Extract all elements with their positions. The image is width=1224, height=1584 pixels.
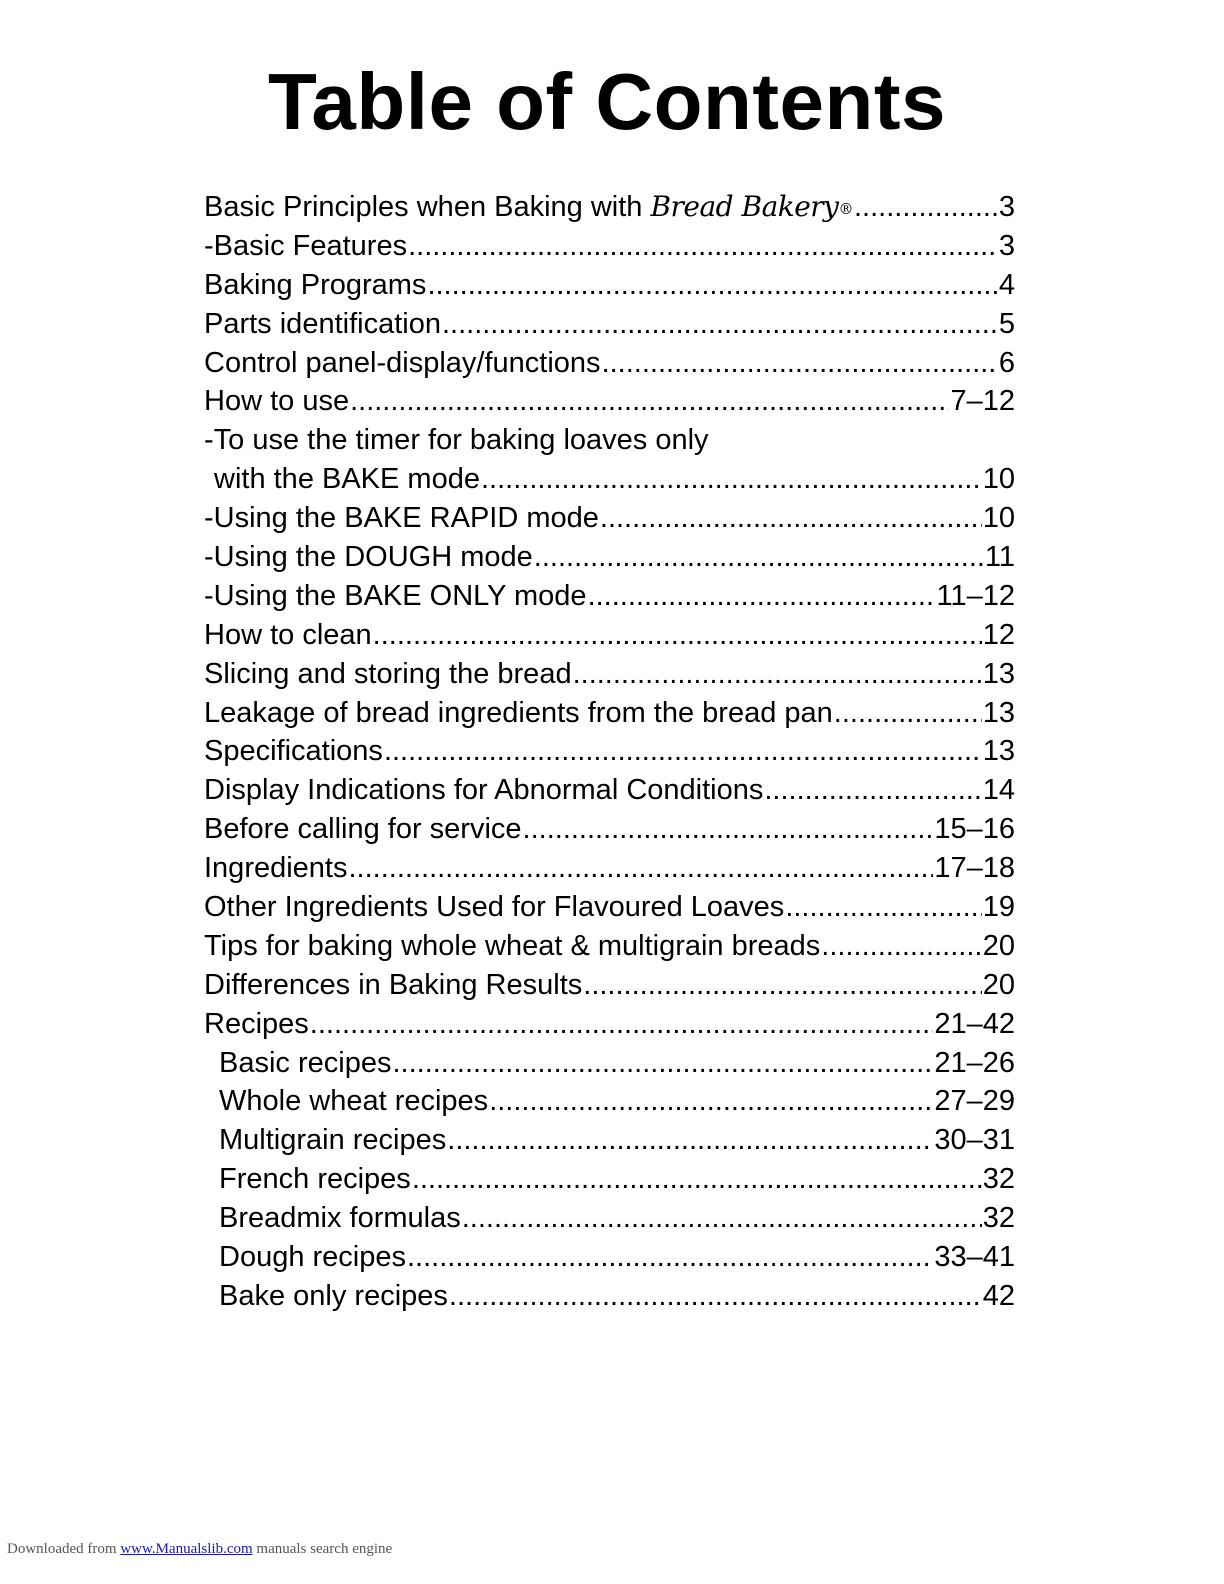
toc-entry[interactable]	[204, 694, 1015, 733]
toc-entry-basic-principles[interactable]	[204, 188, 1015, 227]
toc-entry[interactable]	[204, 655, 1015, 694]
download-footer	[7, 1541, 392, 1558]
toc-entry-label: Dough recipes	[219, 1241, 406, 1274]
toc-subentry[interactable]	[204, 1199, 1015, 1238]
dot-leader	[449, 1277, 982, 1316]
toc-page-number: 21–26	[934, 1046, 1015, 1079]
toc-page-number: 20	[982, 968, 1015, 1001]
toc-page-number: 11	[984, 541, 1015, 574]
toc-page-number: 30–31	[934, 1124, 1015, 1157]
dot-leader	[412, 1160, 982, 1199]
dot-leader	[583, 966, 981, 1005]
toc-entry[interactable]	[204, 732, 1015, 771]
toc-entry-label: Specifications	[204, 735, 383, 768]
toc-entry-label: Basic Principles when Baking with Bread Bakery®	[204, 190, 853, 223]
toc-entry[interactable]	[204, 966, 1015, 1005]
toc-entry-label: -Basic Features	[204, 229, 408, 262]
dot-leader	[427, 266, 997, 305]
table-of-contents	[204, 188, 1015, 1316]
toc-entry[interactable]	[204, 810, 1015, 849]
dot-leader	[373, 616, 982, 655]
toc-entry[interactable]	[204, 499, 1015, 538]
toc-page-number: 15–16	[934, 813, 1015, 846]
toc-entry[interactable]	[204, 616, 1015, 655]
dot-leader	[534, 538, 984, 577]
toc-entry[interactable]	[204, 577, 1015, 616]
toc-entry-label: -Using the BAKE RAPID mode	[204, 502, 599, 535]
dot-leader	[821, 927, 981, 966]
toc-entry-label: Ingredients	[204, 852, 348, 885]
toc-page-number: 17–18	[934, 852, 1015, 885]
toc-page-number: 32	[982, 1163, 1015, 1196]
toc-page-number: 21–42	[934, 1007, 1015, 1040]
footer-prefix: Downloaded from	[7, 1541, 117, 1557]
dot-leader	[310, 1005, 934, 1044]
dot-leader	[602, 344, 998, 383]
toc-entry-label: Control panel-display/functions	[204, 346, 601, 379]
toc-entry-label: Whole wheat recipes	[219, 1085, 489, 1118]
toc-page-number: 10	[982, 463, 1015, 496]
dot-leader	[392, 1044, 933, 1083]
toc-entry-label: -To use the timer for baking loaves only	[204, 424, 709, 457]
toc-entry[interactable]	[204, 849, 1015, 888]
toc-subentry[interactable]	[204, 1238, 1015, 1277]
toc-entry-label: Tips for baking whole wheat & multigrain breads	[204, 929, 821, 962]
dot-leader	[408, 227, 998, 266]
dot-leader	[573, 655, 982, 694]
toc-entry-label: Breadmix formulas	[219, 1202, 461, 1235]
dot-leader	[764, 771, 981, 810]
dot-leader	[462, 1199, 982, 1238]
toc-page-number: 11–12	[936, 579, 1015, 612]
toc-subentry[interactable]	[204, 1082, 1015, 1121]
dot-leader	[407, 1238, 933, 1277]
toc-entry-label: with the BAKE mode	[214, 463, 480, 496]
toc-page-number: 5	[998, 307, 1015, 340]
toc-entry[interactable]	[204, 1005, 1015, 1044]
toc-entry[interactable]	[204, 460, 1015, 499]
toc-page-number: 20	[982, 929, 1015, 962]
toc-page-number: 7–12	[950, 385, 1015, 418]
toc-subentry[interactable]	[204, 1121, 1015, 1160]
toc-page-number: 4	[998, 268, 1015, 301]
bread-bakery-logo: Bread Bakery®	[650, 190, 853, 223]
dot-leader	[447, 1121, 933, 1160]
dot-leader	[442, 305, 998, 344]
toc-entry-label: Bake only recipes	[219, 1279, 448, 1312]
toc-page-number: 6	[998, 346, 1015, 379]
toc-entry-label: Other Ingredients Used for Flavoured Loaves	[204, 891, 785, 924]
page-title: Table of Contents	[267, 57, 947, 146]
toc-entry-label: Basic recipes	[219, 1046, 392, 1079]
dot-leader	[523, 810, 934, 849]
toc-page-number: 3	[998, 229, 1015, 262]
toc-page-number: 10	[982, 502, 1015, 535]
dot-leader	[349, 849, 934, 888]
toc-entry[interactable]	[204, 382, 1015, 421]
toc-entry-label: How to clean	[204, 618, 372, 651]
toc-entry-label: Parts identification	[204, 307, 441, 340]
dot-leader	[384, 732, 982, 771]
toc-subentry[interactable]	[204, 1277, 1015, 1316]
toc-page-number: 13	[982, 657, 1015, 690]
toc-entry-label: Leakage of bread ingredients from the bread pan	[204, 696, 833, 729]
toc-page-number: 14	[982, 774, 1015, 807]
toc-page-number: 19	[982, 891, 1015, 924]
toc-entry-label: Slicing and storing the bread	[204, 657, 572, 690]
toc-page-number: 42	[982, 1279, 1015, 1312]
toc-subentry[interactable]	[204, 1160, 1015, 1199]
toc-entry-label: Differences in Baking Results	[204, 968, 583, 1001]
toc-entry-label: French recipes	[219, 1163, 411, 1196]
toc-entry-label: Recipes	[204, 1007, 309, 1040]
dot-leader	[489, 1082, 933, 1121]
toc-entry[interactable]	[204, 927, 1015, 966]
toc-page-number: 27–29	[934, 1085, 1015, 1118]
toc-page-number: 12	[982, 618, 1015, 651]
toc-entry[interactable]	[204, 227, 1015, 266]
toc-entry[interactable]	[204, 538, 1015, 577]
toc-entry-label: How to use	[204, 385, 350, 418]
toc-page-number: 33–41	[934, 1241, 1015, 1274]
toc-page-number: 32	[982, 1202, 1015, 1235]
manualslib-link[interactable]: www.Manualslib.com	[120, 1541, 253, 1557]
dot-leader	[854, 188, 998, 227]
dot-leader	[834, 694, 982, 733]
toc-entry-label: -Using the DOUGH mode	[204, 541, 533, 574]
toc-entry-label: -Using the BAKE ONLY mode	[204, 579, 587, 612]
toc-entry-continued-heading[interactable]	[204, 421, 1015, 460]
toc-entry[interactable]	[204, 771, 1015, 810]
toc-page-number: 3	[998, 191, 1015, 223]
dot-leader	[785, 888, 981, 927]
dot-leader	[350, 382, 949, 421]
toc-entry[interactable]	[204, 888, 1015, 927]
toc-entry[interactable]	[204, 344, 1015, 383]
toc-page-number: 13	[982, 735, 1015, 768]
toc-entry[interactable]	[204, 266, 1015, 305]
dot-leader	[481, 460, 982, 499]
toc-entry-label: Before calling for service	[204, 813, 522, 846]
toc-subentry[interactable]	[204, 1044, 1015, 1083]
toc-entry-label: Baking Programs	[204, 268, 427, 301]
toc-entry-label: Multigrain recipes	[219, 1124, 447, 1157]
dot-leader	[600, 499, 982, 538]
dot-leader	[588, 577, 936, 616]
footer-suffix: manuals search engine	[256, 1541, 393, 1557]
toc-entry-label: Display Indications for Abnormal Conditions	[204, 774, 764, 807]
toc-entry[interactable]	[204, 305, 1015, 344]
toc-page-number: 13	[982, 696, 1015, 729]
